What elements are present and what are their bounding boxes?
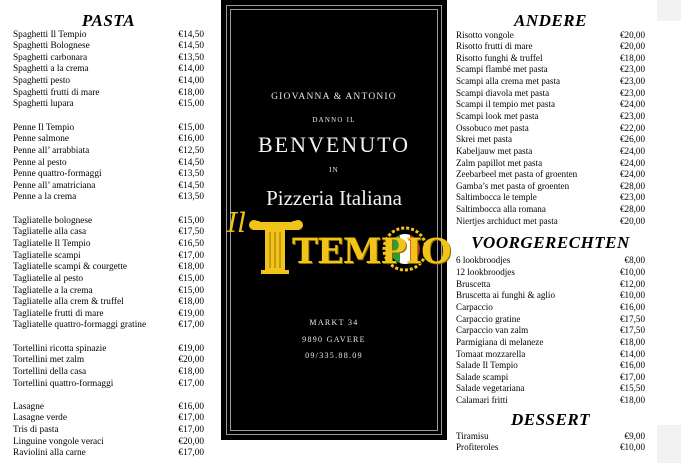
menu-item-name: Scampi look met pasta xyxy=(456,110,539,121)
menu-item-price: €17,00 xyxy=(178,413,204,424)
menu-item xyxy=(456,204,645,216)
menu-item-price: €14,00 xyxy=(178,76,204,87)
menu-item xyxy=(456,53,645,65)
menu-item-price: €10,00 xyxy=(619,267,645,278)
menu-item xyxy=(13,216,204,228)
menu-item-name: Tagliatelle scampi xyxy=(13,250,81,261)
menu-item-name: Carpaccio xyxy=(456,301,493,312)
menu-item xyxy=(13,413,204,425)
menu-item-name: Skrei met pasta xyxy=(456,134,513,145)
menu-item-price: €20,00 xyxy=(619,29,645,40)
menu-item-price: €23,00 xyxy=(619,192,645,203)
menu-item xyxy=(13,402,204,414)
menu-item xyxy=(456,192,645,204)
menu-item-price: €23,00 xyxy=(619,76,645,87)
menu-item xyxy=(456,64,645,76)
menu-item xyxy=(13,41,204,53)
voorgerechten-heading: VOORGERECHTEN xyxy=(471,233,630,253)
tempio-logo xyxy=(221,208,451,288)
menu-item-price: €23,00 xyxy=(619,64,645,75)
menu-item xyxy=(456,383,645,395)
menu-item-price: €20,00 xyxy=(178,436,204,447)
menu-item-price: €14,50 xyxy=(178,41,204,52)
menu-item xyxy=(456,30,645,42)
menu-item-price: €16,50 xyxy=(178,238,204,249)
menu-item xyxy=(13,227,204,239)
menu-item-price: €20,00 xyxy=(178,355,204,366)
menu-item-name: Tortellini met zalm xyxy=(13,355,85,366)
menu-item xyxy=(456,146,645,158)
menu-item xyxy=(456,267,645,279)
menu-item-price: €23,00 xyxy=(619,110,645,121)
menu-item xyxy=(13,297,204,309)
menu-item xyxy=(13,239,204,251)
pasta-column xyxy=(13,0,204,460)
menu-item-name: Salade Il Tempio xyxy=(456,360,518,371)
menu-item-name: Tagliatelle alla casa xyxy=(13,227,87,238)
menu-item-price: €17,00 xyxy=(619,371,645,382)
menu-item xyxy=(13,88,204,100)
menu-item-price: €15,00 xyxy=(178,273,204,284)
menu-item-price: €10,00 xyxy=(619,290,645,301)
logo-tempio-text: TEMPIO xyxy=(292,231,451,272)
menu-item-name: Spaghetti frutti di mare xyxy=(13,87,100,98)
group-spacer xyxy=(13,390,204,402)
menu-item-price: €18,00 xyxy=(619,395,645,406)
andere-list xyxy=(456,30,645,228)
menu-item-price: €19,00 xyxy=(178,343,204,354)
menu-item-name: Carpaccio van zalm xyxy=(456,325,529,336)
dessert-heading: DESSERT xyxy=(510,409,591,429)
menu-item xyxy=(13,344,204,356)
menu-item xyxy=(456,442,645,454)
menu-item-name: Scampi il tempio met pasta xyxy=(456,99,556,110)
menu-item xyxy=(13,320,204,332)
menu-item-name: Tortellini quattro-formaggi xyxy=(13,378,114,389)
menu-item xyxy=(456,325,645,337)
menu-item-name: Spaghetti carbonara xyxy=(13,52,88,63)
menu-item xyxy=(456,123,645,135)
menu-item-price: €18,00 xyxy=(178,297,204,308)
menu-item-price: €9,00 xyxy=(624,430,645,441)
menu-item-price: €17,00 xyxy=(178,378,204,389)
menu-item-name: Tomaat mozzarella xyxy=(456,348,526,359)
menu-item-name: Calamari fritti xyxy=(456,395,508,406)
menu-item-price: €17,50 xyxy=(619,313,645,324)
menu-item-name: Penne Il Tempio xyxy=(13,122,75,133)
menu-item-name: Tagliatelle Il Tempio xyxy=(13,238,91,249)
menu-item-name: Tortellini ricotta spinazie xyxy=(13,343,107,354)
menu-item-name: 6 lookbroodjes xyxy=(456,255,511,266)
voorgerechten-list xyxy=(456,255,645,406)
menu-item xyxy=(456,76,645,88)
menu-item-name: Raviolini alla carne xyxy=(13,448,86,459)
menu-item-price: €15,00 xyxy=(178,285,204,296)
menu-item-name: Penne salmone xyxy=(13,134,70,145)
menu-item-price: €18,00 xyxy=(619,52,645,63)
menu-item-name: Tagliatelle alla crem & truffel xyxy=(13,297,124,308)
right-column xyxy=(456,0,645,454)
menu-item-price: €13,50 xyxy=(178,192,204,203)
menu-item-price: €14,50 xyxy=(178,180,204,191)
menu-item-name: Spaghetti pesto xyxy=(13,76,71,87)
menu-item xyxy=(13,251,204,263)
welcome-text: BENVENUTO xyxy=(257,132,411,157)
menu-item-price: €24,00 xyxy=(619,99,645,110)
menu-item xyxy=(456,360,645,372)
menu-item-name: Parmigiana di melaneze xyxy=(456,336,544,347)
menu-item-name: Spaghetti lupara xyxy=(13,99,74,110)
menu-item xyxy=(13,286,204,298)
menu-item-name: Penne all’ arrabbiata xyxy=(13,145,90,156)
in-text: IN xyxy=(329,166,339,174)
menu-item xyxy=(13,274,204,286)
menu-item-name: Spaghetti Bolognese xyxy=(13,41,90,52)
menu-item-price: €15,00 xyxy=(178,99,204,110)
menu-item-price: €22,00 xyxy=(619,122,645,133)
menu-item-name: Scampi flambé met pasta xyxy=(456,64,548,75)
menu-item xyxy=(13,76,204,88)
menu-item-name: Ossobuco met pasta xyxy=(456,122,529,133)
menu-item xyxy=(13,181,204,193)
menu-item-price: €19,00 xyxy=(178,308,204,319)
menu-item xyxy=(456,169,645,181)
group-spacer xyxy=(13,204,204,216)
menu-item xyxy=(456,279,645,291)
menu-item-name: Tagliatelle bolognese xyxy=(13,215,93,226)
menu-item-price: €18,00 xyxy=(178,262,204,273)
offer-text: DANNO IL xyxy=(312,116,356,124)
group-spacer xyxy=(13,111,204,123)
menu-item-price: €14,50 xyxy=(178,157,204,168)
menu-item-price: €16,00 xyxy=(178,401,204,412)
menu-item xyxy=(13,309,204,321)
menu-item-name: Kabeljauw met pasta xyxy=(456,145,533,156)
menu-item-name: Penne quattro-formaggi xyxy=(13,169,102,180)
menu-item-price: €18,00 xyxy=(178,366,204,377)
menu-item-name: Carpaccio gratine xyxy=(456,313,521,324)
menu-item-name: Zalm papillot met pasta xyxy=(456,157,543,168)
group-spacer xyxy=(13,332,204,344)
menu-item xyxy=(456,181,645,193)
menu-item-name: Scampi alla crema met pasta xyxy=(456,76,561,87)
logo-il-text: Il xyxy=(227,208,247,239)
menu-item-name: Bruscetta xyxy=(456,278,491,289)
pasta-heading: PASTA xyxy=(81,11,136,30)
menu-item-name: Bruscetta ai funghi & aglio xyxy=(456,290,555,301)
pasta-list xyxy=(13,30,204,461)
menu-item-price: €17,50 xyxy=(619,325,645,336)
menu-item-price: €17,00 xyxy=(178,250,204,261)
menu-item xyxy=(13,123,204,135)
menu-item xyxy=(13,262,204,274)
address-street: MARKT 34 xyxy=(309,318,359,327)
menu-item-name: Tortellini della casa xyxy=(13,366,87,377)
menu-item-name: Salade scampi xyxy=(456,371,509,382)
menu-item xyxy=(456,255,645,267)
menu-item-price: €26,00 xyxy=(619,134,645,145)
menu-item xyxy=(456,111,645,123)
menu-item-price: €20,00 xyxy=(619,41,645,52)
menu-item xyxy=(13,448,204,460)
menu-item-name: Tiramisu xyxy=(456,430,489,441)
menu-item-name: Tris di pasta xyxy=(13,425,59,436)
menu-item xyxy=(456,431,645,443)
menu-item xyxy=(456,314,645,326)
menu-item-price: €15,00 xyxy=(178,122,204,133)
menu-item-name: Spaghetti a la crema xyxy=(13,64,89,75)
menu-item-price: €13,50 xyxy=(178,52,204,63)
menu-item-price: €12,50 xyxy=(178,145,204,156)
menu-item-price: €17,00 xyxy=(178,448,204,459)
menu-item-price: €17,00 xyxy=(178,425,204,436)
menu-item-name: Tagliatelle a la crema xyxy=(13,285,93,296)
owner-names: GIOVANNA & ANTONIO xyxy=(271,92,397,102)
menu-item-name: Niertjes archiduct met pasta xyxy=(456,215,558,226)
menu-item-name: Saltimbocca le temple xyxy=(456,192,537,203)
menu-item-price: €18,00 xyxy=(619,336,645,347)
menu-item-name: Spaghetti Il Tempio xyxy=(13,29,87,40)
menu-item-name: Lasagne xyxy=(13,401,44,412)
menu-item xyxy=(456,349,645,361)
menu-item-name: Lasagne verde xyxy=(13,413,67,424)
menu-item xyxy=(13,379,204,391)
menu-item-price: €12,00 xyxy=(619,278,645,289)
menu-item-name: Risotto vongole xyxy=(456,29,514,40)
menu-item-price: €24,00 xyxy=(619,157,645,168)
andere-heading: ANDERE xyxy=(514,11,587,30)
menu-item xyxy=(456,158,645,170)
menu-item xyxy=(456,88,645,100)
menu-item xyxy=(13,146,204,158)
menu-item-name: Penne a la crema xyxy=(13,192,77,203)
menu-item xyxy=(456,290,645,302)
menu-item-name: Tagliatelle frutti di mare xyxy=(13,308,104,319)
menu-item-price: €10,00 xyxy=(619,442,645,453)
menu-item-price: €24,00 xyxy=(619,145,645,156)
menu-item-price: €8,00 xyxy=(624,255,645,266)
menu-item-price: €15,00 xyxy=(178,215,204,226)
menu-item-price: €14,00 xyxy=(619,348,645,359)
menu-item-name: Penne al pesto xyxy=(13,157,67,168)
menu-item xyxy=(13,192,204,204)
menu-item-price: €16,00 xyxy=(619,360,645,371)
menu-item xyxy=(456,372,645,384)
menu-item-name: Tagliatelle quattro-formaggi gratine xyxy=(13,320,147,331)
menu-item xyxy=(13,99,204,111)
menu-item-price: €14,00 xyxy=(178,64,204,75)
menu-item xyxy=(456,395,645,407)
menu-item-price: €24,00 xyxy=(619,169,645,180)
menu-item-name: Zeebarbeel met pasta of groenten xyxy=(456,169,578,180)
menu-item-price: €13,50 xyxy=(178,169,204,180)
menu-item xyxy=(13,134,204,146)
menu-item xyxy=(456,216,645,228)
phone-number: 09/335.88.09 xyxy=(305,351,363,360)
address-city: 9890 GAVERE xyxy=(302,335,366,344)
menu-item-name: Risotto frutti di mare xyxy=(456,41,533,52)
menu-item xyxy=(13,367,204,379)
menu-item-name: 12 lookbroodjes xyxy=(456,267,515,278)
menu-item-name: Penne all’ amatriciana xyxy=(13,180,96,191)
menu-item-price: €16,00 xyxy=(619,301,645,312)
menu-item xyxy=(456,41,645,53)
menu-item-name: Scampi diavola met pasta xyxy=(456,87,550,98)
menu-item-name: Profiteroles xyxy=(456,442,499,453)
menu-item-price: €20,00 xyxy=(619,215,645,226)
menu-item xyxy=(13,355,204,367)
menu-item-name: Risotto funghi & truffel xyxy=(456,52,543,63)
scrollbar-top[interactable] xyxy=(657,0,681,21)
menu-item xyxy=(13,425,204,437)
menu-item xyxy=(456,134,645,146)
scrollbar-bottom[interactable] xyxy=(657,425,681,463)
menu-item xyxy=(13,158,204,170)
menu-item-price: €17,50 xyxy=(178,227,204,238)
menu-item-price: €28,00 xyxy=(619,180,645,191)
menu-item xyxy=(456,337,645,349)
menu-item-name: Tagliatelle al pesto xyxy=(13,273,84,284)
menu-item-name: Saltimbocca alla romana xyxy=(456,204,546,215)
menu-item-price: €16,00 xyxy=(178,134,204,145)
menu-item-name: Gamba’s met pasta of groenten xyxy=(456,180,570,191)
menu-item xyxy=(456,302,645,314)
menu-item xyxy=(13,437,204,449)
menu-item xyxy=(13,64,204,76)
menu-item-name: Salade vegetariana xyxy=(456,383,525,394)
menu-item xyxy=(13,30,204,42)
menu-item-name: Linguine vongole veraci xyxy=(13,436,104,447)
menu-item-price: €15,50 xyxy=(619,383,645,394)
menu-item xyxy=(456,99,645,111)
menu-item xyxy=(13,53,204,65)
menu-item-price: €23,00 xyxy=(619,87,645,98)
menu-item-price: €18,00 xyxy=(178,87,204,98)
restaurant-panel xyxy=(221,0,451,440)
menu-item xyxy=(13,169,204,181)
menu-item-price: €17,00 xyxy=(178,320,204,331)
dessert-list xyxy=(456,431,645,454)
menu-item-name: Tagliatelle scampi & courgette xyxy=(13,262,128,273)
menu-item-price: €28,00 xyxy=(619,204,645,215)
menu-item-price: €14,50 xyxy=(178,29,204,40)
pizzeria-text: Pizzeria Italiana xyxy=(266,186,402,210)
